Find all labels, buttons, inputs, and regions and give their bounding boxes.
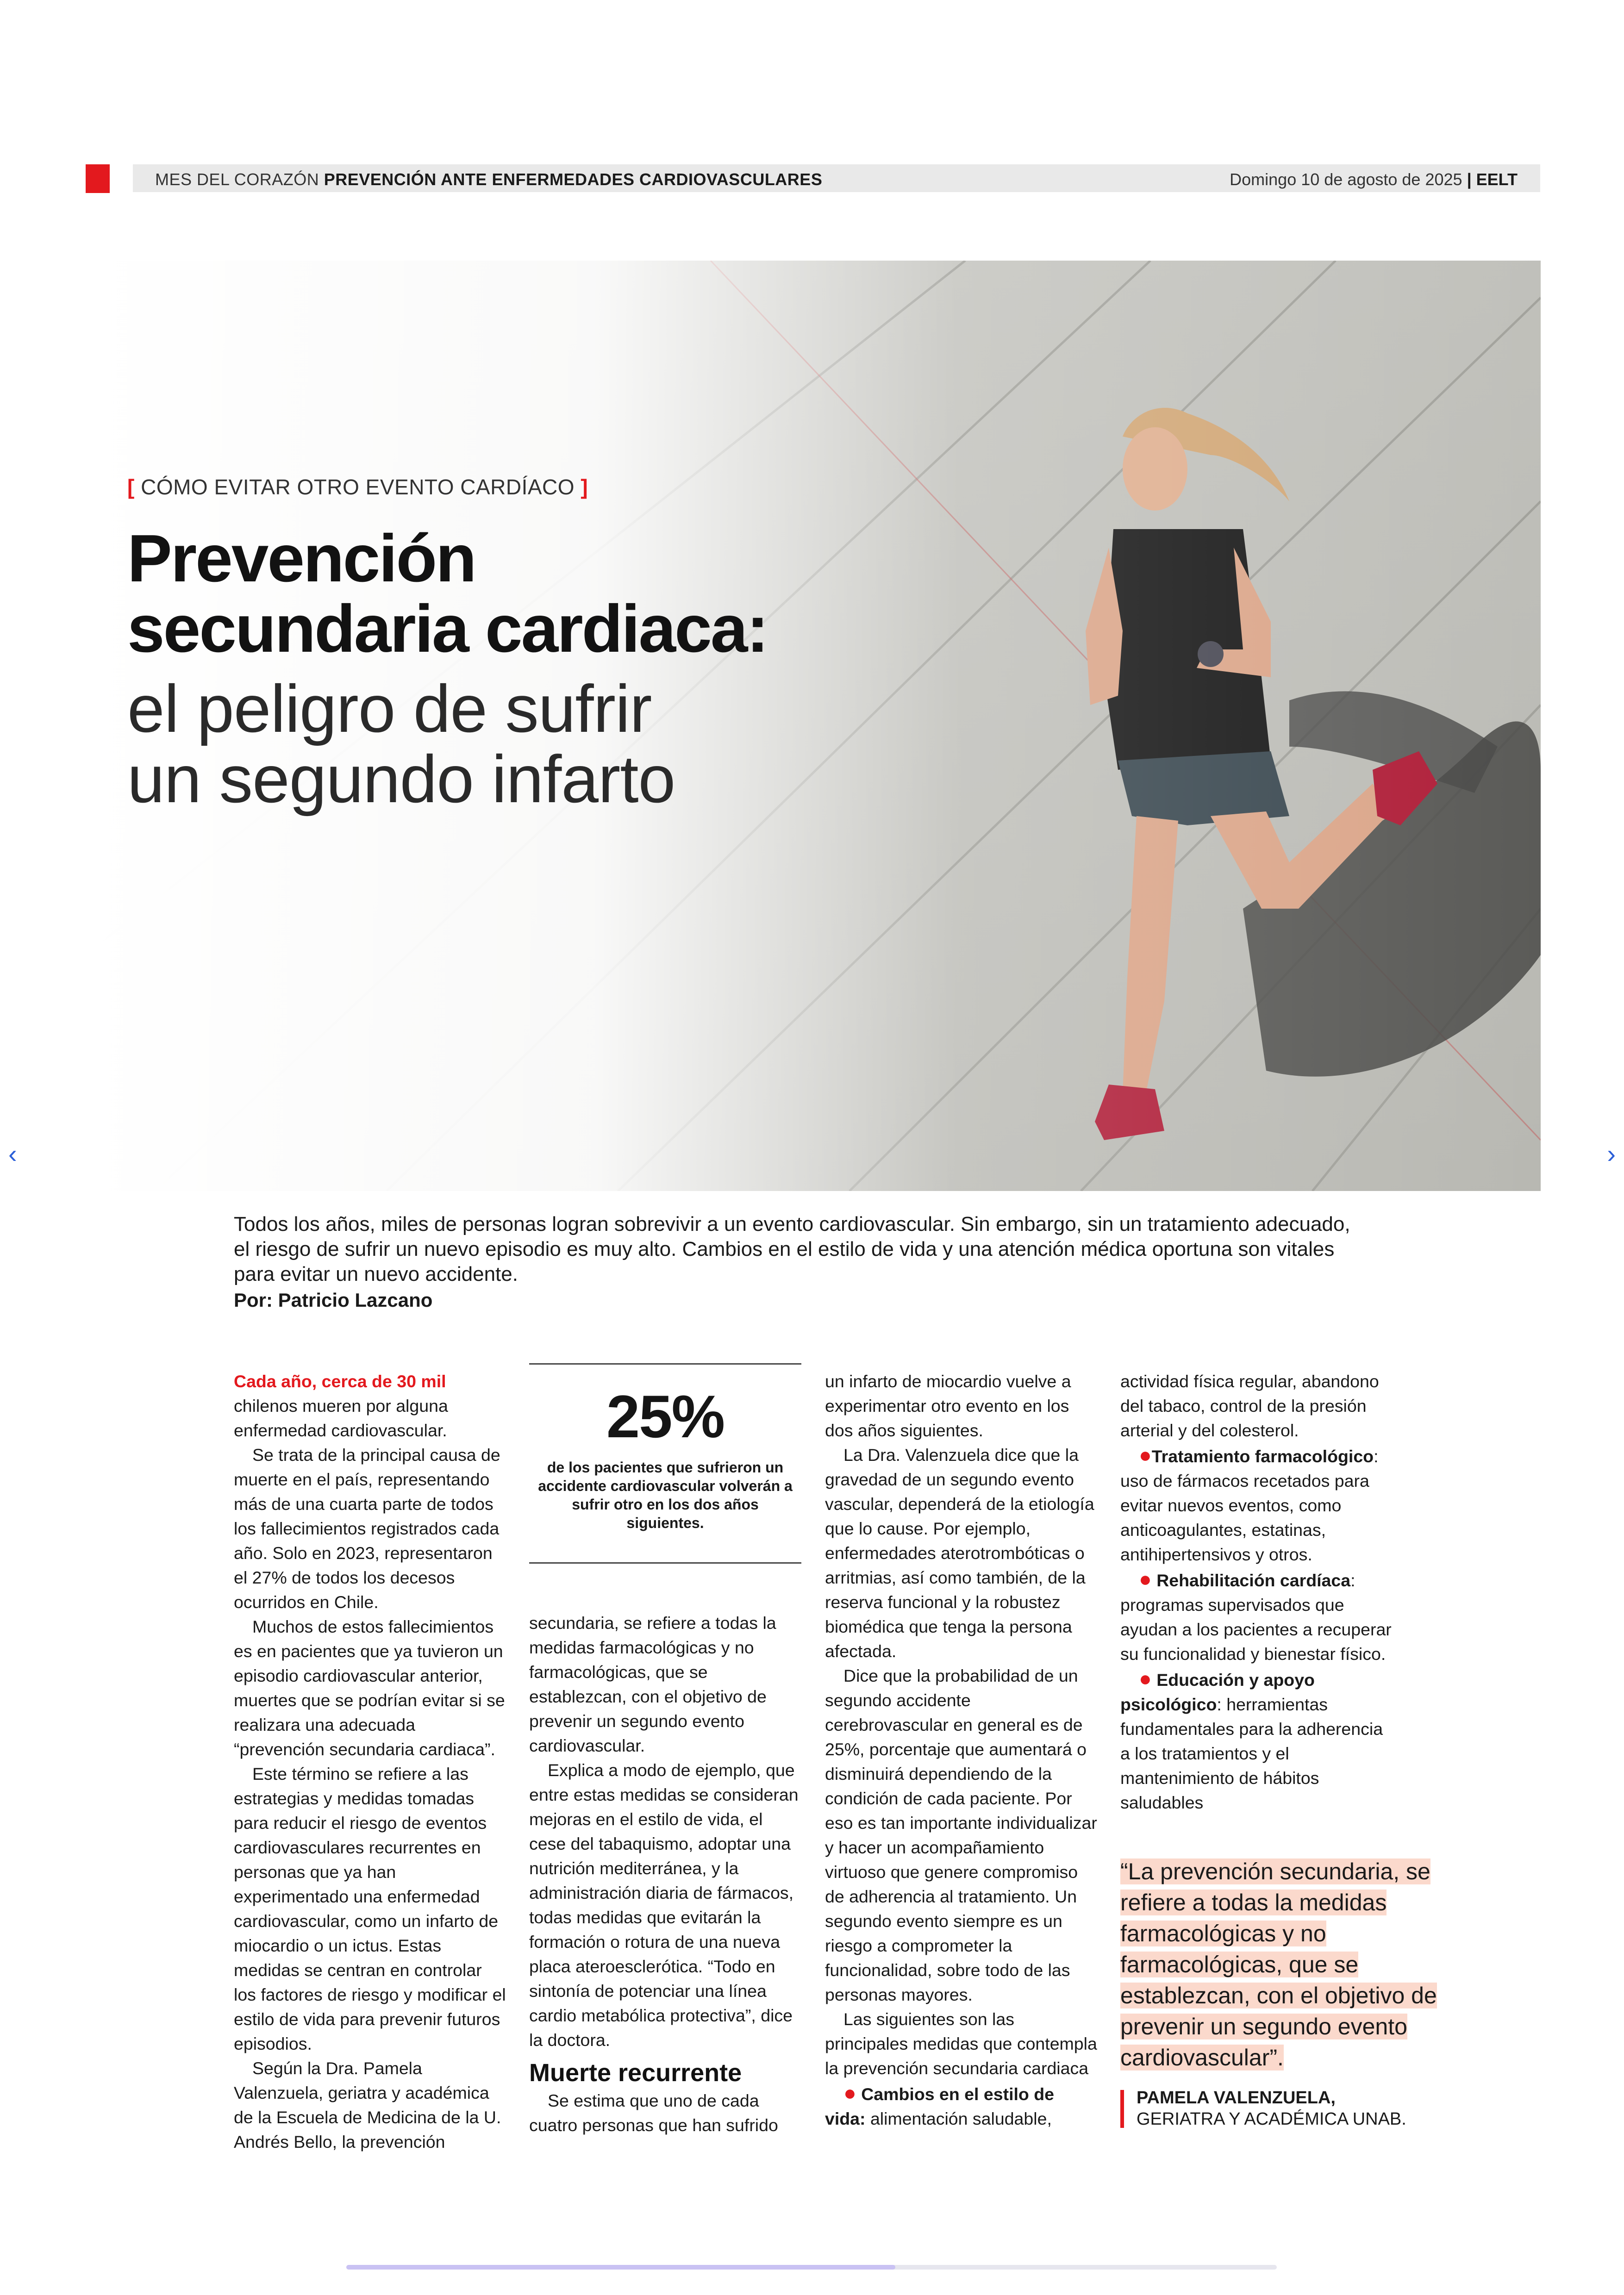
col3-p3: Dice que la probabilidad de un segundo accidente cerebrovascular en general es de 25%, porcentaje que aumentará o disminuirá dependiendo de la condición de cada paciente. Por eso es tan importante individualizar y hacer un acompañamiento virtuoso que genere compromiso de adherencia al tratamiento. Un segundo evento siempre es un riesgo a comprometer la funcionalidad, sobre todo de las personas mayores.	[825, 1666, 1097, 2004]
article-subtitle	[127, 671, 675, 817]
col2-p2: Explica a modo de ejemplo, que entre estas medidas se consideran mejoras en el estilo de vida, el cese del tabaquismo, adoptar una nutrición mediterránea, y la administración diaria de fármacos, todas medidas que evitarán la formación o rotura de una nueva placa ateroesclerótica. “Todo en sintonía de potenciar una línea cardio metabólica protectiva”, dice la doctora.	[529, 1760, 799, 2050]
kicker-bracket-close: ]	[581, 475, 588, 499]
col1-p2: Se trata de la principal causa de muerte en el país, representando más de una cuarta parte de todos los fallecimientos registrados cada año. Solo en 2023, representaron el 27% de todos los decesos ocurridos en Chile.	[234, 1445, 500, 1612]
bullet-dot-icon: ●	[1139, 1567, 1152, 1591]
bullet-4-label: Educación y apoyo psicológico	[1120, 1670, 1315, 1714]
kicker-text: CÓMO EVITAR OTRO EVENTO CARDÍACO	[141, 475, 575, 499]
quote-attribution-bar	[1120, 2090, 1124, 2128]
subhead-muerte-recurrente: Muerte recurrente	[529, 2059, 742, 2087]
stat-value: 25%	[606, 1383, 725, 1450]
body-column-1	[234, 1369, 506, 2154]
header-date-label	[1230, 170, 1518, 189]
subtitle-line-1: el peligro de sufrir	[127, 671, 652, 746]
stat-rule-bottom	[529, 1562, 801, 1564]
col1-p3: Muchos de estos fallecimientos es en pacientes que ya tuvieron un episodio cardiovascular anterior, muertes que se podrían evitar si se realizara una adecuada “prevención secundaria cardiaca”.	[234, 1617, 505, 1759]
quote-author-name: PAMELA VALENZUELA,	[1137, 2088, 1336, 2108]
bullet-3-label: Rehabilitación cardíaca	[1156, 1571, 1351, 1590]
subtitle-line-2: un segundo infarto	[127, 742, 675, 817]
bullet-1-label: Cambios en el estilo de vida:	[825, 2084, 1055, 2128]
stat-caption: de los pacientes que sufrieron un accidente cardiovascular volverán a sufrir otro en los dos años siguientes.	[538, 1459, 793, 1531]
horizontal-scrollbar-thumb[interactable]	[346, 2265, 895, 2270]
col3-p1: un infarto de miocardio vuelve a experimentar otro evento en los dos años siguientes.	[825, 1372, 1071, 1440]
body-column-3	[825, 1369, 1097, 2131]
article-lead: Todos los años, miles de personas logran sobrevivir a un evento cardiovascular. Sin embargo, sin un tratamiento adecuado, el riesgo de sufrir un nuevo episodio es muy alto. Cambios en el estilo de vida y una atención médica oportuna son vitales para evitar un nuevo accidente.	[234, 1213, 1350, 1285]
body-column-2	[529, 1611, 801, 2138]
header-section-label	[155, 170, 822, 189]
body-column-4	[1120, 1369, 1393, 1815]
title-line-2: secundaria cardiaca:	[127, 591, 768, 666]
col3-p2: La Dra. Valenzuela dice que la gravedad de un segundo evento vascular, dependerá de la etiología que lo cause. Por ejemplo, enfermedades aterotrombóticas o arritmias, así como también, de la reserva funcional y la robustez biomédica que tenga la persona afectada.	[825, 1445, 1094, 1661]
bullet-dot-icon: ●	[1139, 1666, 1152, 1690]
col1-p1: chilenos mueren por alguna enfermedad cardiovascular.	[234, 1396, 448, 1440]
stat-rule-top	[529, 1363, 801, 1365]
pull-quote-text: “La prevención secundaria, se refiere a todas la medidas farmacológicas y no farmacológicas, que se establezcan, con el objetivo de prevenir un segundo evento cardiovascular”.	[1120, 1858, 1437, 2070]
title-line-1: Prevención	[127, 521, 475, 596]
header-topic: PREVENCIÓN ANTE ENFERMEDADES CARDIOVASCULARES	[324, 170, 823, 189]
previous-page-arrow-icon[interactable]: ‹	[8, 1139, 17, 1168]
article-byline: Por: Patricio Lazcano	[234, 1289, 433, 1311]
col1-p5: Según la Dra. Pamela Valenzuela, geriatra y académica de la Escuela de Medicina de la U. Andrés Bello, la prevención	[234, 2058, 501, 2152]
col2-p3: Se estima que uno de cada cuatro personas que han sufrido	[529, 2091, 778, 2135]
bullet-2-text: : uso de fármacos recetados para evitar nuevos eventos, como anticoagulantes, estatinas, antihipertensivos y otros.	[1120, 1447, 1379, 1564]
section-color-mark	[86, 164, 110, 193]
bullet-dot-icon: ●	[1139, 1443, 1152, 1467]
bullet-1-text: alimentación saludable,	[865, 2109, 1052, 2128]
lead-in: Cada año, cerca de 30 mil	[234, 1372, 446, 1391]
bullet-2-label: Tratamiento farmacológico	[1151, 1447, 1374, 1466]
col2-p1: secundaria, se refiere a todas la medidas farmacológicas y no farmacológicas, que se establezcan, con el objetivo de prevenir un segundo evento cardiovascular.	[529, 1613, 776, 1755]
article-kicker	[127, 474, 588, 499]
header-section: MES DEL CORAZÓN	[155, 170, 319, 189]
bullet-3-text: : programas supervisados que ayudan a los pacientes a recuperar su funcionalidad y bienestar físico.	[1120, 1571, 1392, 1664]
col4-p1: actividad física regular, abandono del tabaco, control de la presión arterial y del colesterol.	[1120, 1372, 1379, 1440]
header-publication: EELT	[1476, 170, 1518, 189]
next-page-arrow-icon[interactable]: ›	[1607, 1139, 1616, 1168]
header-separator: |	[1467, 170, 1472, 189]
pull-quote	[1120, 1856, 1444, 2073]
quote-author-role: GERIATRA Y ACADÉMICA UNAB.	[1137, 2109, 1406, 2129]
kicker-bracket-open: [	[127, 475, 135, 499]
col3-p4: Las siguientes son las principales medidas que contempla la prevención secundaria cardiaca	[825, 2009, 1097, 2078]
article-title	[127, 523, 768, 664]
header-date: Domingo 10 de agosto de 2025	[1230, 170, 1462, 189]
bullet-dot-icon: ●	[843, 2081, 856, 2105]
col1-p4: Este término se refiere a las estrategias y medidas tomadas para reducir el riesgo de eventos cardiovasculares recurrentes en personas que ya han experimentado una enfermedad cardiovascular, como un infarto de miocardio o un ictus. Estas medidas se centran en controlar los factores de riesgo y modificar el estilo de vida para prevenir futuros episodios.	[234, 1764, 506, 2053]
bullet-4-text: : herramientas fundamentales para la adherencia a los tratamientos y el mantenimiento de hábitos saludables	[1120, 1695, 1383, 1812]
